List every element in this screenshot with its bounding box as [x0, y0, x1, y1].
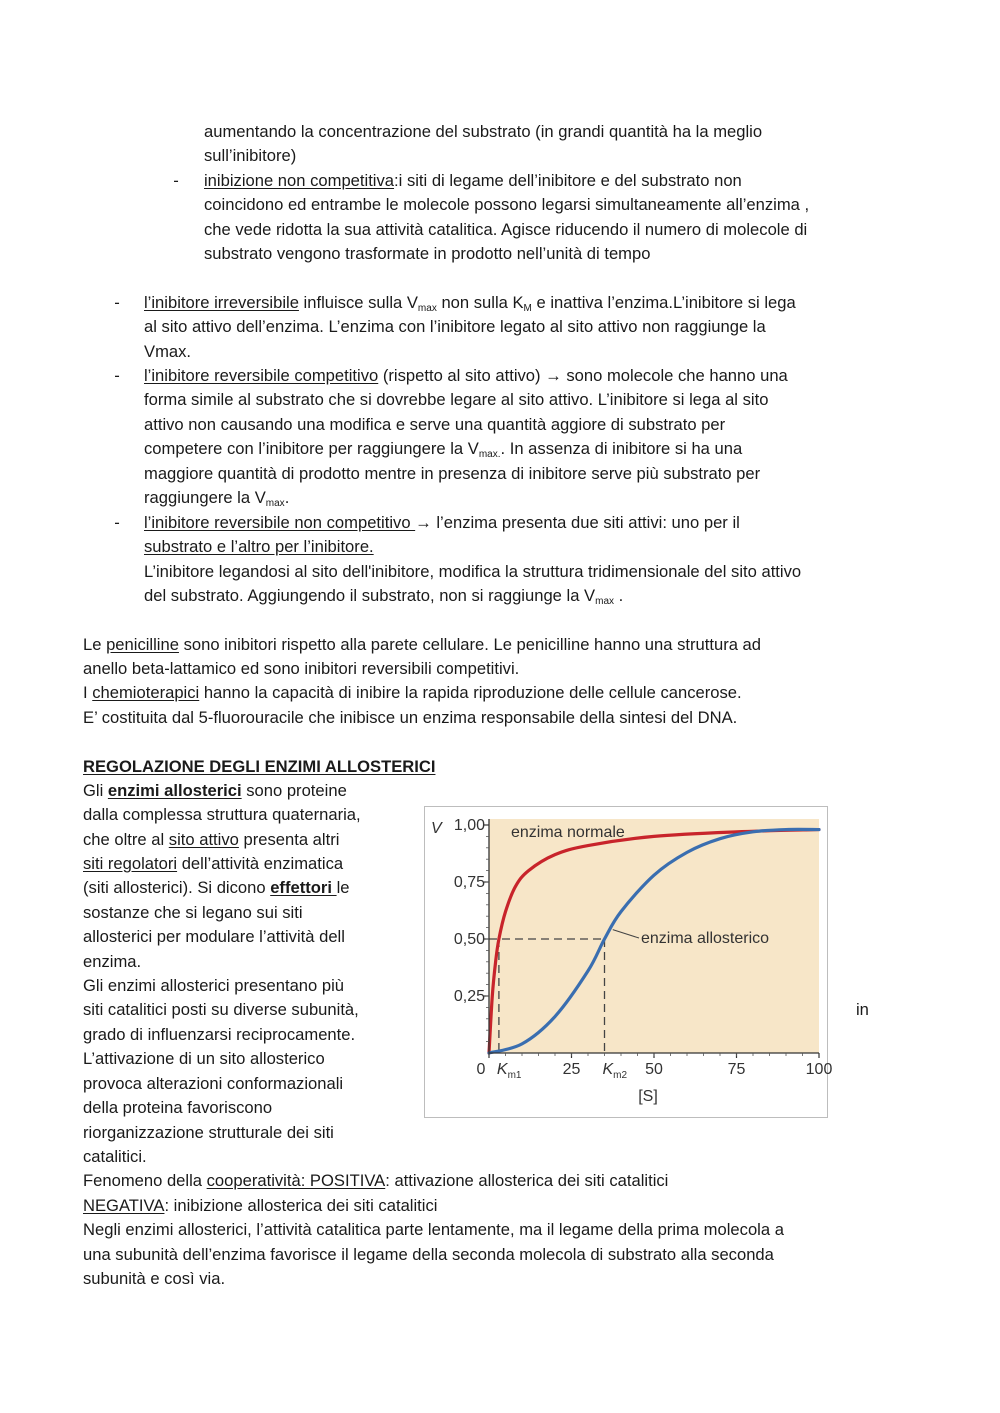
y-tick-label: 0,25	[453, 988, 485, 1005]
text-line: maggiore quantità di prodotto mentre in presenza di inibitore serve più substrato per	[144, 464, 761, 483]
text: Fenomeno della	[83, 1171, 207, 1190]
text: : attivazione allosterica dei siti catalitici	[385, 1171, 669, 1190]
term: penicilline	[106, 635, 179, 654]
paragraph-line: della proteina favoriscono	[83, 1098, 273, 1117]
list-item	[144, 364, 788, 388]
text-line: aumentando la concentrazione del substrato (in grandi quantità ha la meglio	[204, 122, 763, 141]
paragraph-line	[83, 1169, 668, 1193]
text-line	[144, 584, 623, 608]
text-line: substrato vengono trasformate in prodotto nell’unità di tempo	[204, 244, 651, 263]
paragraph-line: allosterici per modulare l’attività dell	[83, 927, 345, 946]
text-line: coincidono ed entrambe le molecole possono legarsi simultaneamente all’enzima ,	[204, 195, 810, 214]
text: (rispetto al sito attivo) → sono molecole che hanno una	[378, 366, 788, 385]
term: enzimi allosterici	[107, 781, 242, 800]
paragraph-line: sostanze che si legano sui siti	[83, 903, 303, 922]
paragraph-line	[83, 852, 343, 876]
text: . In assenza di inibitore si ha una	[500, 439, 743, 458]
subscript: M	[523, 303, 532, 314]
text: hanno la capacità di inibire la rapida riproduzione delle cellule cancerose.	[199, 683, 742, 702]
paragraph-line: dalla complessa struttura quaternaria,	[83, 805, 361, 824]
text: : inibizione allosterica dei siti catalitici	[164, 1196, 438, 1215]
y-axis-label: V	[431, 820, 442, 837]
paragraph-line: catalitici.	[83, 1147, 147, 1166]
text: presenta altri	[238, 830, 340, 849]
term: effettori	[270, 878, 337, 897]
paragraph-line: Gli enzimi allosterici presentano più	[83, 976, 345, 995]
y-tick-label: 1,00	[453, 817, 485, 834]
term: chemioterapici	[92, 683, 200, 702]
subscript: max	[595, 596, 615, 607]
x-tick-label: 50	[645, 1061, 663, 1078]
text: Le	[83, 635, 107, 654]
x-axis-label: [S]	[638, 1088, 658, 1105]
subscript: max	[417, 303, 437, 314]
term: l’inibitore irreversibile	[144, 293, 299, 312]
paragraph-line: in	[856, 1000, 869, 1019]
text-line: L’inibitore legandosi al sito dell'inibitore, modifica la struttura tridimensionale del sito attivo	[144, 562, 802, 581]
subscript: max.	[478, 449, 501, 460]
list-bullet: -	[114, 293, 120, 312]
list-bullet: -	[114, 513, 120, 532]
x-tick-label: 100	[805, 1061, 833, 1078]
paragraph-line: subunità e così via.	[83, 1269, 226, 1288]
list-bullet: -	[114, 366, 120, 385]
text: .	[284, 488, 290, 507]
text: I	[83, 683, 93, 702]
text-line: sull’inibitore)	[204, 146, 297, 165]
text-line	[144, 535, 374, 559]
text: le	[336, 878, 350, 897]
kinetics-figure	[424, 806, 833, 1118]
text: non sulla K	[436, 293, 524, 312]
text-line: al sito attivo dell’enzima. L’enzima con l’inibitore legato al sito attivo non raggiunge la	[144, 317, 766, 336]
text-line: Vmax.	[144, 342, 192, 361]
term: l’inibitore reversibile non competitivo	[144, 513, 416, 532]
term: inibizione non competitiva	[204, 171, 395, 190]
paragraph-line: Negli enzimi allosterici, l’attività catalitica parte lentamente, ma il legame della prima molecola a	[83, 1220, 784, 1239]
text: influisce sulla V	[298, 293, 418, 312]
list-item	[144, 291, 796, 315]
paragraph-line: L’attivazione di un sito allosterico	[83, 1049, 325, 1068]
paragraph-line	[83, 633, 761, 657]
text: (siti allosterici). Si dicono	[83, 878, 271, 897]
text: competere con l’inibitore per raggiungere la V	[144, 439, 479, 458]
text-line: forma simile al substrato che si dovrebbe legare al sito attivo. L’inibitore si lega al sito	[144, 390, 769, 409]
text: e inattiva l’enzima.L’inibitore si lega	[531, 293, 796, 312]
paragraph-line: una subunità dell’enzima favorisce il legame della seconda molecola di substrato alla seconda	[83, 1245, 774, 1264]
y-tick-label: 0,50	[453, 931, 485, 948]
text: Gli	[83, 781, 108, 800]
y-tick-label: 0,75	[453, 874, 485, 891]
paragraph-line: grado di influenzarsi reciprocamente.	[83, 1025, 356, 1044]
x-tick-label: 25	[562, 1061, 581, 1078]
subscript: max	[265, 498, 285, 509]
term: cooperatività: POSITIVA	[206, 1171, 386, 1190]
text: substrato e l’altro per l’inibitore.	[144, 537, 374, 556]
text-line: che vede ridotta la sua attività catalitica. Agisce riducendo il numero di molecole di	[204, 220, 808, 239]
text: dell’attività enzimatica	[177, 854, 344, 873]
paragraph-line: provoca alterazioni conformazionali	[83, 1074, 344, 1093]
x-tick-label: 0	[476, 1061, 486, 1078]
kinetics-chart	[425, 807, 833, 1117]
term: l’inibitore reversibile competitivo	[144, 366, 379, 385]
text: che oltre al	[83, 830, 169, 849]
paragraph-line	[83, 779, 347, 803]
paragraph-line: E’ costituita dal 5-fluorouracile che inibisce un enzima responsabile della sintesi del DNA.	[83, 708, 738, 727]
list-item	[144, 511, 740, 535]
paragraph-line	[83, 828, 339, 852]
term: siti regolatori	[83, 854, 178, 873]
x-tick-label: 75	[727, 1061, 746, 1078]
text: sono inibitori rispetto alla parete cellulare. Le penicilline hanno una struttura ad	[178, 635, 762, 654]
term: NEGATIVA	[83, 1196, 165, 1215]
paragraph-line: siti catalitici posti su diverse subunità,	[83, 1000, 359, 1019]
paragraph-line	[83, 876, 350, 900]
paragraph-line	[83, 1194, 437, 1218]
list-bullet: -	[173, 171, 179, 190]
text: raggiungere la V	[144, 488, 266, 507]
text-line	[144, 486, 289, 510]
list-item	[204, 169, 742, 193]
paragraph-line: enzima.	[83, 952, 142, 971]
term: sito attivo	[168, 830, 239, 849]
text: → l’enzima presenta due siti attivi: uno per il	[415, 513, 740, 532]
km-label-m2: $K_{m2}$	[602, 1061, 628, 1081]
text: sono proteine	[241, 781, 347, 800]
paragraph-line	[83, 681, 742, 705]
paragraph-line: anello beta-lattamico ed sono inibitori reversibili competitivi.	[83, 659, 520, 678]
km-label-m1: $K_{m1}$	[496, 1061, 522, 1081]
text: :i siti di legame dell’inibitore e del substrato non	[394, 171, 742, 190]
text-line	[144, 437, 742, 461]
text: .	[614, 586, 624, 605]
series-label-allosteric: enzima allosterico	[641, 930, 770, 947]
text-line: attivo non causando una modifica e serve una quantità aggiore di substrato per	[144, 415, 726, 434]
section-heading: REGOLAZIONE DEGLI ENZIMI ALLOSTERICI	[83, 757, 436, 776]
text: del substrato. Aggiungendo il substrato, non si raggiunge la V	[144, 586, 596, 605]
series-label-normal: enzima normale	[511, 824, 625, 841]
paragraph-line: riorganizzazione strutturale dei siti	[83, 1123, 334, 1142]
